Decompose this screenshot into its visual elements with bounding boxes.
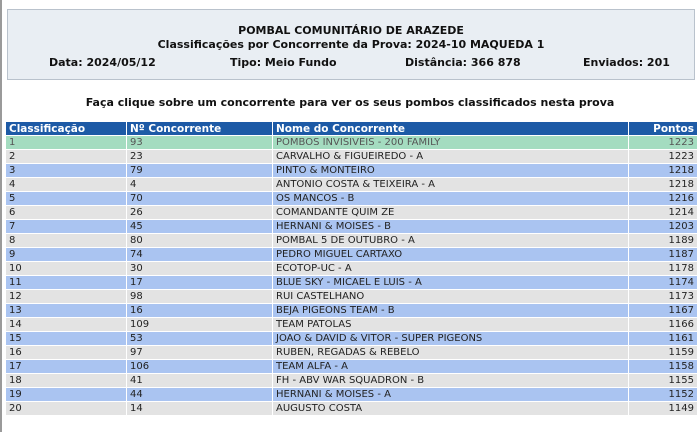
cell-nome-concorrente[interactable]: COMANDANTE QUIM ZE bbox=[273, 206, 629, 220]
cell-pontos[interactable]: 1166 bbox=[629, 318, 698, 332]
window-edge bbox=[0, 0, 2, 432]
cell-num-concorrente[interactable]: 93 bbox=[127, 136, 273, 150]
cell-nome-concorrente[interactable]: BLUE SKY - MICAEL E LUIS - A bbox=[273, 276, 629, 290]
cell-nome-concorrente[interactable]: RUBEN, REGADAS & REBELO bbox=[273, 346, 629, 360]
table-row[interactable] bbox=[6, 290, 698, 304]
table-row[interactable] bbox=[6, 374, 698, 388]
instruction-text: Faça clique sobre um concorrente para ver os seus pombos classificados nesta prova bbox=[85, 96, 615, 109]
col-header-pontos[interactable]: Pontos bbox=[629, 122, 698, 136]
race-subtitle: Classificações por Concorrente da Prova: 2024-10 MAQUEDA 1 bbox=[157, 38, 545, 51]
table-body bbox=[6, 136, 698, 416]
cell-pontos[interactable]: 1149 bbox=[629, 402, 698, 416]
cell-nome-concorrente[interactable]: RUI CASTELHANO bbox=[273, 290, 629, 304]
cell-nome-concorrente[interactable]: TEAM ALFA - A bbox=[273, 360, 629, 374]
cell-classificacao[interactable]: 2 bbox=[6, 150, 127, 164]
table-row[interactable] bbox=[6, 304, 698, 318]
cell-classificacao[interactable]: 5 bbox=[6, 192, 127, 206]
race-date: Data: 2024/05/12 bbox=[49, 56, 156, 69]
table-row[interactable] bbox=[6, 234, 698, 248]
cell-classificacao[interactable]: 19 bbox=[6, 388, 127, 402]
cell-nome-concorrente[interactable]: POMBAL 5 DE OUTUBRO - A bbox=[273, 234, 629, 248]
cell-num-concorrente[interactable]: 109 bbox=[127, 318, 273, 332]
cell-classificacao[interactable]: 15 bbox=[6, 332, 127, 346]
cell-num-concorrente[interactable]: 23 bbox=[127, 150, 273, 164]
race-sent-count: Enviados: 201 bbox=[583, 56, 670, 69]
cell-classificacao[interactable]: 16 bbox=[6, 346, 127, 360]
table-row[interactable] bbox=[6, 220, 698, 234]
table-row[interactable] bbox=[6, 178, 698, 192]
cell-nome-concorrente[interactable]: TEAM PATOLAS bbox=[273, 318, 629, 332]
cell-classificacao[interactable]: 1 bbox=[6, 136, 127, 150]
cell-num-concorrente[interactable]: 70 bbox=[127, 192, 273, 206]
cell-num-concorrente[interactable]: 79 bbox=[127, 164, 273, 178]
cell-nome-concorrente[interactable]: POMBOS INVISIVEIS - 200 FAMILY bbox=[273, 136, 629, 150]
cell-classificacao[interactable]: 13 bbox=[6, 304, 127, 318]
cell-nome-concorrente[interactable]: PINTO & MONTEIRO bbox=[273, 164, 629, 178]
table-row[interactable] bbox=[6, 248, 698, 262]
cell-num-concorrente[interactable]: 41 bbox=[127, 374, 273, 388]
race-header bbox=[7, 9, 695, 80]
table-row[interactable] bbox=[6, 388, 698, 402]
cell-nome-concorrente[interactable]: CARVALHO & FIGUEIREDO - A bbox=[273, 150, 629, 164]
cell-num-concorrente[interactable]: 44 bbox=[127, 388, 273, 402]
cell-nome-concorrente[interactable]: ECOTOP-UC - A bbox=[273, 262, 629, 276]
table-row[interactable] bbox=[6, 332, 698, 346]
cell-num-concorrente[interactable]: 45 bbox=[127, 220, 273, 234]
table-row[interactable] bbox=[6, 402, 698, 416]
cell-pontos[interactable]: 1216 bbox=[629, 192, 698, 206]
cell-classificacao[interactable]: 3 bbox=[6, 164, 127, 178]
cell-pontos[interactable]: 1161 bbox=[629, 332, 698, 346]
cell-pontos[interactable]: 1218 bbox=[629, 178, 698, 192]
cell-pontos[interactable]: 1174 bbox=[629, 276, 698, 290]
table-row[interactable] bbox=[6, 150, 698, 164]
cell-classificacao[interactable]: 20 bbox=[6, 402, 127, 416]
cell-classificacao[interactable]: 8 bbox=[6, 234, 127, 248]
cell-num-concorrente[interactable]: 98 bbox=[127, 290, 273, 304]
cell-pontos[interactable]: 1152 bbox=[629, 388, 698, 402]
cell-classificacao[interactable]: 4 bbox=[6, 178, 127, 192]
cell-pontos[interactable]: 1158 bbox=[629, 360, 698, 374]
cell-pontos[interactable]: 1173 bbox=[629, 290, 698, 304]
cell-num-concorrente[interactable]: 30 bbox=[127, 262, 273, 276]
table-row[interactable] bbox=[6, 136, 698, 150]
cell-classificacao[interactable]: 6 bbox=[6, 206, 127, 220]
cell-pontos[interactable]: 1214 bbox=[629, 206, 698, 220]
cell-num-concorrente[interactable]: 17 bbox=[127, 276, 273, 290]
table-row[interactable] bbox=[6, 346, 698, 360]
col-header-nome[interactable]: Nome do Concorrente bbox=[273, 122, 629, 136]
cell-num-concorrente[interactable]: 80 bbox=[127, 234, 273, 248]
cell-pontos[interactable]: 1155 bbox=[629, 374, 698, 388]
cell-num-concorrente[interactable]: 4 bbox=[127, 178, 273, 192]
cell-nome-concorrente[interactable]: FH - ABV WAR SQUADRON - B bbox=[273, 374, 629, 388]
cell-pontos[interactable]: 1159 bbox=[629, 346, 698, 360]
table-header-row bbox=[6, 122, 698, 136]
cell-classificacao[interactable]: 18 bbox=[6, 374, 127, 388]
classification-table bbox=[5, 121, 698, 416]
col-header-num-concorrente[interactable]: Nº Concorrente bbox=[127, 122, 273, 136]
cell-nome-concorrente[interactable]: ANTONIO COSTA & TEIXEIRA - A bbox=[273, 178, 629, 192]
cell-nome-concorrente[interactable]: AUGUSTO COSTA bbox=[273, 402, 629, 416]
cell-pontos[interactable]: 1189 bbox=[629, 234, 698, 248]
cell-num-concorrente[interactable]: 26 bbox=[127, 206, 273, 220]
table-row[interactable] bbox=[6, 164, 698, 178]
table-row[interactable] bbox=[6, 206, 698, 220]
table-row[interactable] bbox=[6, 360, 698, 374]
cell-classificacao[interactable]: 12 bbox=[6, 290, 127, 304]
cell-nome-concorrente[interactable]: HERNANI & MOISES - B bbox=[273, 220, 629, 234]
cell-pontos[interactable]: 1187 bbox=[629, 248, 698, 262]
table-row[interactable] bbox=[6, 276, 698, 290]
cell-pontos[interactable]: 1223 bbox=[629, 150, 698, 164]
cell-num-concorrente[interactable]: 53 bbox=[127, 332, 273, 346]
cell-classificacao[interactable]: 14 bbox=[6, 318, 127, 332]
cell-classificacao[interactable]: 11 bbox=[6, 276, 127, 290]
cell-classificacao[interactable]: 17 bbox=[6, 360, 127, 374]
table-row[interactable] bbox=[6, 262, 698, 276]
cell-pontos[interactable]: 1223 bbox=[629, 136, 698, 150]
cell-num-concorrente[interactable]: 74 bbox=[127, 248, 273, 262]
race-type: Tipo: Meio Fundo bbox=[230, 56, 337, 69]
cell-num-concorrente[interactable]: 106 bbox=[127, 360, 273, 374]
cell-pontos[interactable]: 1218 bbox=[629, 164, 698, 178]
race-distance: Distância: 366 878 bbox=[405, 56, 521, 69]
cell-nome-concorrente[interactable]: HERNANI & MOISES - A bbox=[273, 388, 629, 402]
table-row[interactable] bbox=[6, 318, 698, 332]
cell-nome-concorrente[interactable]: BEJA PIGEONS TEAM - B bbox=[273, 304, 629, 318]
cell-nome-concorrente[interactable]: JOAO & DAVID & VITOR - SUPER PIGEONS bbox=[273, 332, 629, 346]
cell-pontos[interactable]: 1167 bbox=[629, 304, 698, 318]
col-header-classificacao[interactable]: Classificação bbox=[6, 122, 127, 136]
cell-num-concorrente[interactable]: 14 bbox=[127, 402, 273, 416]
cell-num-concorrente[interactable]: 97 bbox=[127, 346, 273, 360]
cell-num-concorrente[interactable]: 16 bbox=[127, 304, 273, 318]
cell-classificacao[interactable]: 9 bbox=[6, 248, 127, 262]
cell-nome-concorrente[interactable]: OS MANCOS - B bbox=[273, 192, 629, 206]
cell-pontos[interactable]: 1203 bbox=[629, 220, 698, 234]
cell-classificacao[interactable]: 7 bbox=[6, 220, 127, 234]
cell-nome-concorrente[interactable]: PEDRO MIGUEL CARTAXO bbox=[273, 248, 629, 262]
cell-pontos[interactable]: 1178 bbox=[629, 262, 698, 276]
table-row[interactable] bbox=[6, 192, 698, 206]
club-title: POMBAL COMUNITÁRIO DE ARAZEDE bbox=[238, 24, 464, 37]
cell-classificacao[interactable]: 10 bbox=[6, 262, 127, 276]
